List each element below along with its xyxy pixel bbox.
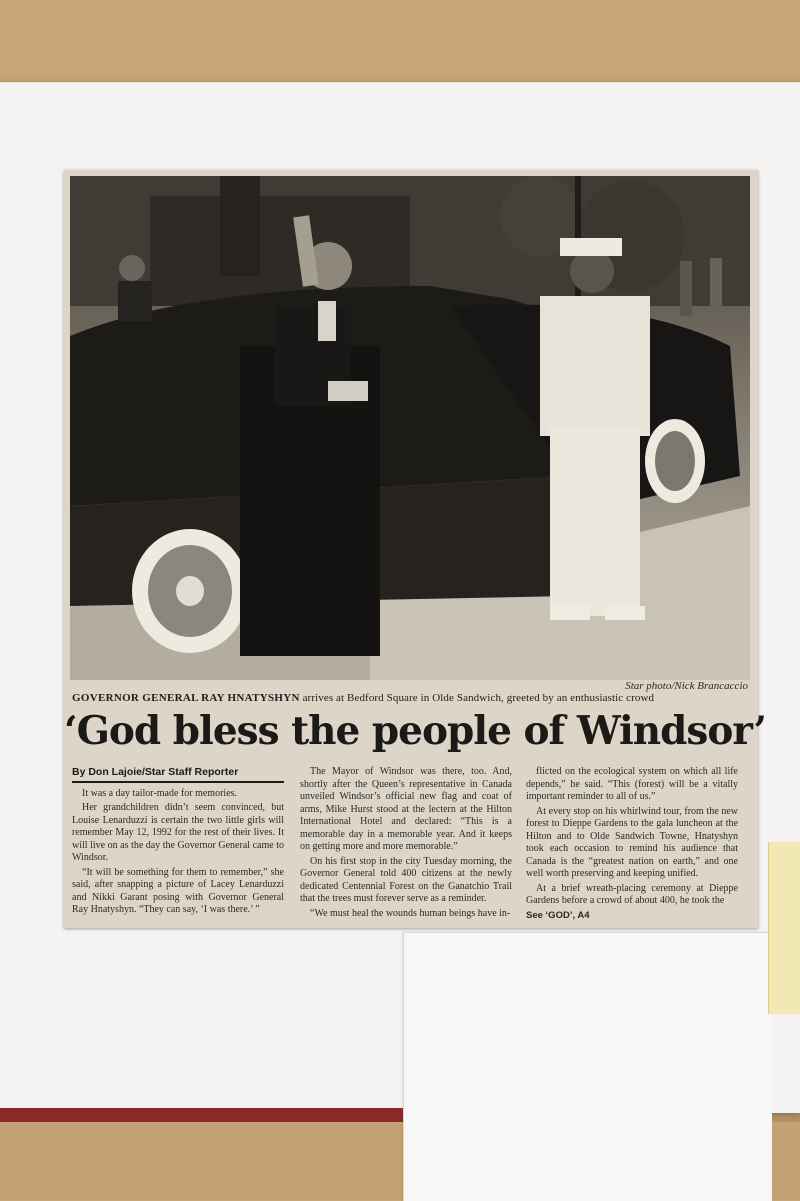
article-paragraph: At every stop on his whirlwind tour, from the new forest to Dieppe Gardens to the gala luncheon at the Hilton and to Olde Sandwich Towne, Hnatyshyn took each occasion to remind his audience that Canada is the “greatest nation on earth,” and one well worth preserving and keeping unified.: [526, 805, 738, 879]
caption-lead: GOVERNOR GENERAL RAY HNATYSHYN: [72, 692, 300, 704]
article-paragraph: It was a day tailor-made for memories.: [82, 787, 238, 799]
article-paragraph: “We must heal the wounds human beings have in-: [310, 907, 511, 919]
article-column-2: [300, 766, 512, 922]
newspaper-clipping: [64, 170, 766, 928]
article-paragraph: On his first stop in the city Tuesday morning, the Governor General told 400 citizens at the newly dedicated Centennial Forest on the Ganatchio Trail that the trees must forever serve as a reminder.: [300, 855, 512, 904]
continuation-reference: See ‘GOD’, A4: [526, 909, 590, 921]
article-paragraph: “It will be something for them to remember,” she said, after snapping a picture of Lacey Lenarduzzi and Nikki Garant posing with Governor General Ray Hnatyshyn. “They can say, ‘I was there.’ ”: [72, 866, 284, 915]
article-paragraph: The Mayor of Windsor was there, too. And, shortly after the Queen’s representative in Canada unveiled Windsor’s official new flag and coat of arms, Mike Hurst stood at the lectern at the Hilton International Hotel and declared: “This is a memorable day in a memorable year. And it keeps on getting more and more memorable.”: [300, 766, 512, 852]
article-column-3: [526, 766, 738, 922]
sticky-note: [768, 842, 800, 1014]
photo-credit: Star photo/Nick Brancaccio: [625, 680, 748, 692]
photo-caption: [72, 692, 752, 704]
caption-rest: arrives at Bedford Square in Olde Sandwich, greeted by an enthusiastic crowd: [299, 692, 655, 704]
loose-paper-sheet: [403, 932, 772, 1201]
byline: By Don Lajoie/Star Staff Reporter: [72, 766, 284, 783]
article-paragraph: Her grandchildren didn’t seem convinced, but Louise Lenarduzzi is certain the two little girls will remember May 12, 1992 for the rest of their lives. It will live on as the day the Governor General came to Windsor.: [72, 802, 284, 863]
headline: ‘God bless the people of Windsor’: [64, 708, 766, 754]
article-column-1: [72, 766, 284, 919]
article-paragraph: flicted on the ecological system on which all life depends,” he said. “This (forest) will be a vitally important reminder to all of us.”: [526, 766, 738, 802]
news-photo: [70, 176, 750, 680]
photo-scene-illustration: [70, 176, 750, 680]
article-paragraph: At a brief wreath-placing ceremony at Dieppe Gardens before a crowd of about 400, he took the: [526, 882, 738, 906]
